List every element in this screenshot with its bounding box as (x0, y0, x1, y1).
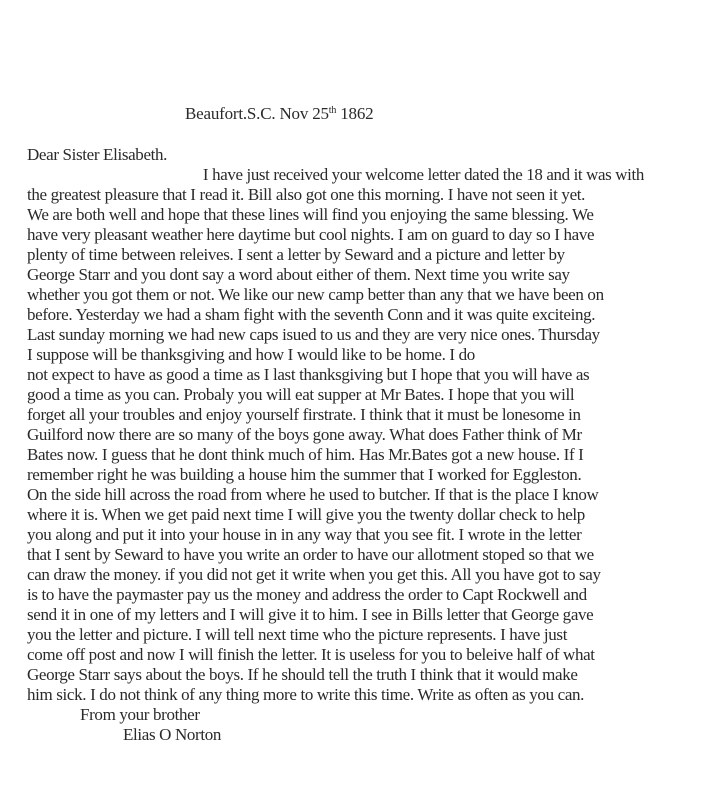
body-line: I suppose will be thanksgiving and how I would like to be home. I do (27, 345, 475, 364)
body-line: where it is. When we get paid next time I will give you the twenty dollar check to help (27, 505, 585, 524)
body-line: We are both well and hope that these lines will find you enjoying the same blessing. We (27, 205, 594, 224)
body-line: forget all your troubles and enjoy yourself firstrate. I think that it must be lonesome in (27, 405, 581, 424)
body-line: that I sent by Seward to have you write an order to have our allotment stoped so that we (27, 545, 594, 564)
body-line: plenty of time between releives. I sent a letter by Seward and a picture and letter by (27, 245, 565, 264)
body-line: not expect to have as good a time as I last thanksgiving but I hope that you will have as (27, 365, 590, 384)
body-line: Guilford now there are so many of the boys gone away. What does Father think of Mr (27, 425, 582, 444)
letter-body (27, 145, 667, 745)
body-line: George Starr says about the boys. If he should tell the truth I think that it would make (27, 665, 578, 684)
body-line: On the side hill across the road from where he used to butcher. If that is the place I know (27, 485, 599, 504)
body-line: come off post and now I will finish the letter. It is useless for you to beleive half of what (27, 645, 595, 664)
place-date-text: Beaufort.S.C. Nov 25 (185, 104, 329, 123)
body-line: good a time as you can. Probaly you will eat supper at Mr Bates. I hope that you will (27, 385, 575, 404)
body-line: him sick. I do not think of any thing more to write this time. Write as often as you can. (27, 685, 585, 704)
year-text: 1862 (336, 104, 374, 123)
body-line: I have just received your welcome letter dated the 18 and it was with (202, 165, 644, 184)
body-line: you along and put it into your house in in any way that you see fit. I wrote in the letter (27, 525, 582, 544)
body-line: is to have the paymaster pay us the money and address the order to Capt Rockwell and (27, 585, 587, 604)
body-line: the greatest pleasure that I read it. Bill also got one this morning. I have not seen it yet. (27, 185, 586, 204)
salutation: Dear Sister Elisabeth. (27, 145, 168, 164)
body-line: remember right he was building a house him the summer that I worked for Eggleston. (27, 465, 582, 484)
closing: From your brother (80, 705, 200, 724)
body-line: Bates now. I guess that he dont think much of him. Has Mr.Bates got a new house. If I (27, 445, 584, 464)
body-line: you the letter and picture. I will tell next time who the picture represents. I have just (27, 625, 568, 644)
signature: Elias O Norton (123, 725, 222, 744)
body-line: before. Yesterday we had a sham fight with the seventh Conn and it was quite exciteing. (27, 305, 596, 324)
body-line: have very pleasant weather here daytime but cool nights. I am on guard to day so I have (27, 225, 595, 244)
body-line: George Starr and you dont say a word about either of them. Next time you write say (27, 265, 570, 284)
body-line: send it in one of my letters and I will give it to him. I see in Bills letter that George gave (27, 605, 594, 624)
body-line: whether you got them or not. We like our new camp better than any that we have been on (27, 285, 604, 304)
letter-heading-place-date (185, 104, 373, 124)
body-line: can draw the money. if you did not get it write when you get this. All you have got to say (27, 565, 601, 584)
body-line: Last sunday morning we had new caps isued to us and they are very nice ones. Thursday (27, 325, 600, 344)
day-suffix: th (328, 105, 337, 116)
